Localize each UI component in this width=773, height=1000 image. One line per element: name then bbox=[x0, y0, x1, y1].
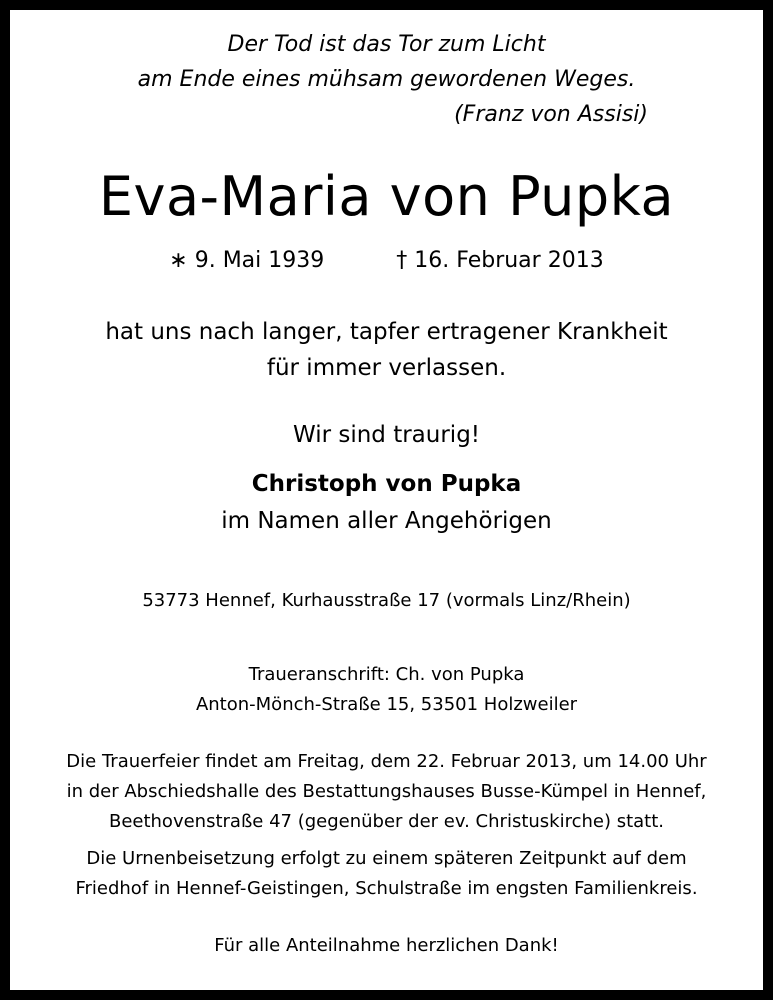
death-symbol-icon: † bbox=[396, 248, 408, 273]
life-dates bbox=[10, 250, 763, 272]
signatory-on-behalf: im Namen aller Angehörigen bbox=[221, 508, 552, 534]
quote-line-1: Der Tod ist das Tor zum Licht bbox=[227, 32, 546, 57]
urn-burial-line-1: Die Urnenbeisetzung erfolgt zu einem späteren Zeitpunkt auf dem bbox=[86, 848, 687, 869]
ceremony-line-3: Beethovenstraße 47 (gegenüber der ev. Christuskirche) statt. bbox=[108, 811, 665, 832]
sad-statement: Wir sind traurig! bbox=[292, 422, 481, 448]
quote-author: (Franz von Assisi) bbox=[454, 102, 648, 127]
ceremony-line-2: in der Abschiedshalle des Bestattungshauses Busse-Kümpel in Hennef, bbox=[66, 781, 707, 802]
thanks-statement: Für alle Anteilnahme herzlichen Dank! bbox=[214, 935, 559, 956]
mourning-address-line-2: Anton-Mönch-Straße 15, 53501 Holzweiler bbox=[195, 694, 578, 715]
message-line-1: hat uns nach langer, tapfer ertragener Krankheit bbox=[105, 319, 668, 345]
urn-burial-line-2: Friedhof in Hennef-Geistingen, Schulstraße im engsten Familienkreis. bbox=[75, 878, 698, 899]
birth-date: 9. Mai 1939 bbox=[194, 248, 325, 273]
deceased-name: Eva-Maria von Pupka bbox=[98, 165, 675, 228]
residence-address: 53773 Hennef, Kurhausstraße 17 (vormals Linz/Rhein) bbox=[142, 590, 631, 611]
birth-symbol-icon: ∗ bbox=[169, 248, 188, 273]
quote-line-2: am Ende eines mühsam gewordenen Weges. bbox=[137, 67, 636, 92]
message-line-2: für immer verlassen. bbox=[266, 355, 507, 381]
signatory-name: Christoph von Pupka bbox=[251, 471, 522, 497]
mourning-address-line-1: Traueranschrift: Ch. von Pupka bbox=[248, 664, 525, 685]
ceremony-line-1: Die Trauerfeier findet am Freitag, dem 22. Februar 2013, um 14.00 Uhr bbox=[66, 751, 707, 772]
death-date: 16. Februar 2013 bbox=[414, 248, 604, 273]
